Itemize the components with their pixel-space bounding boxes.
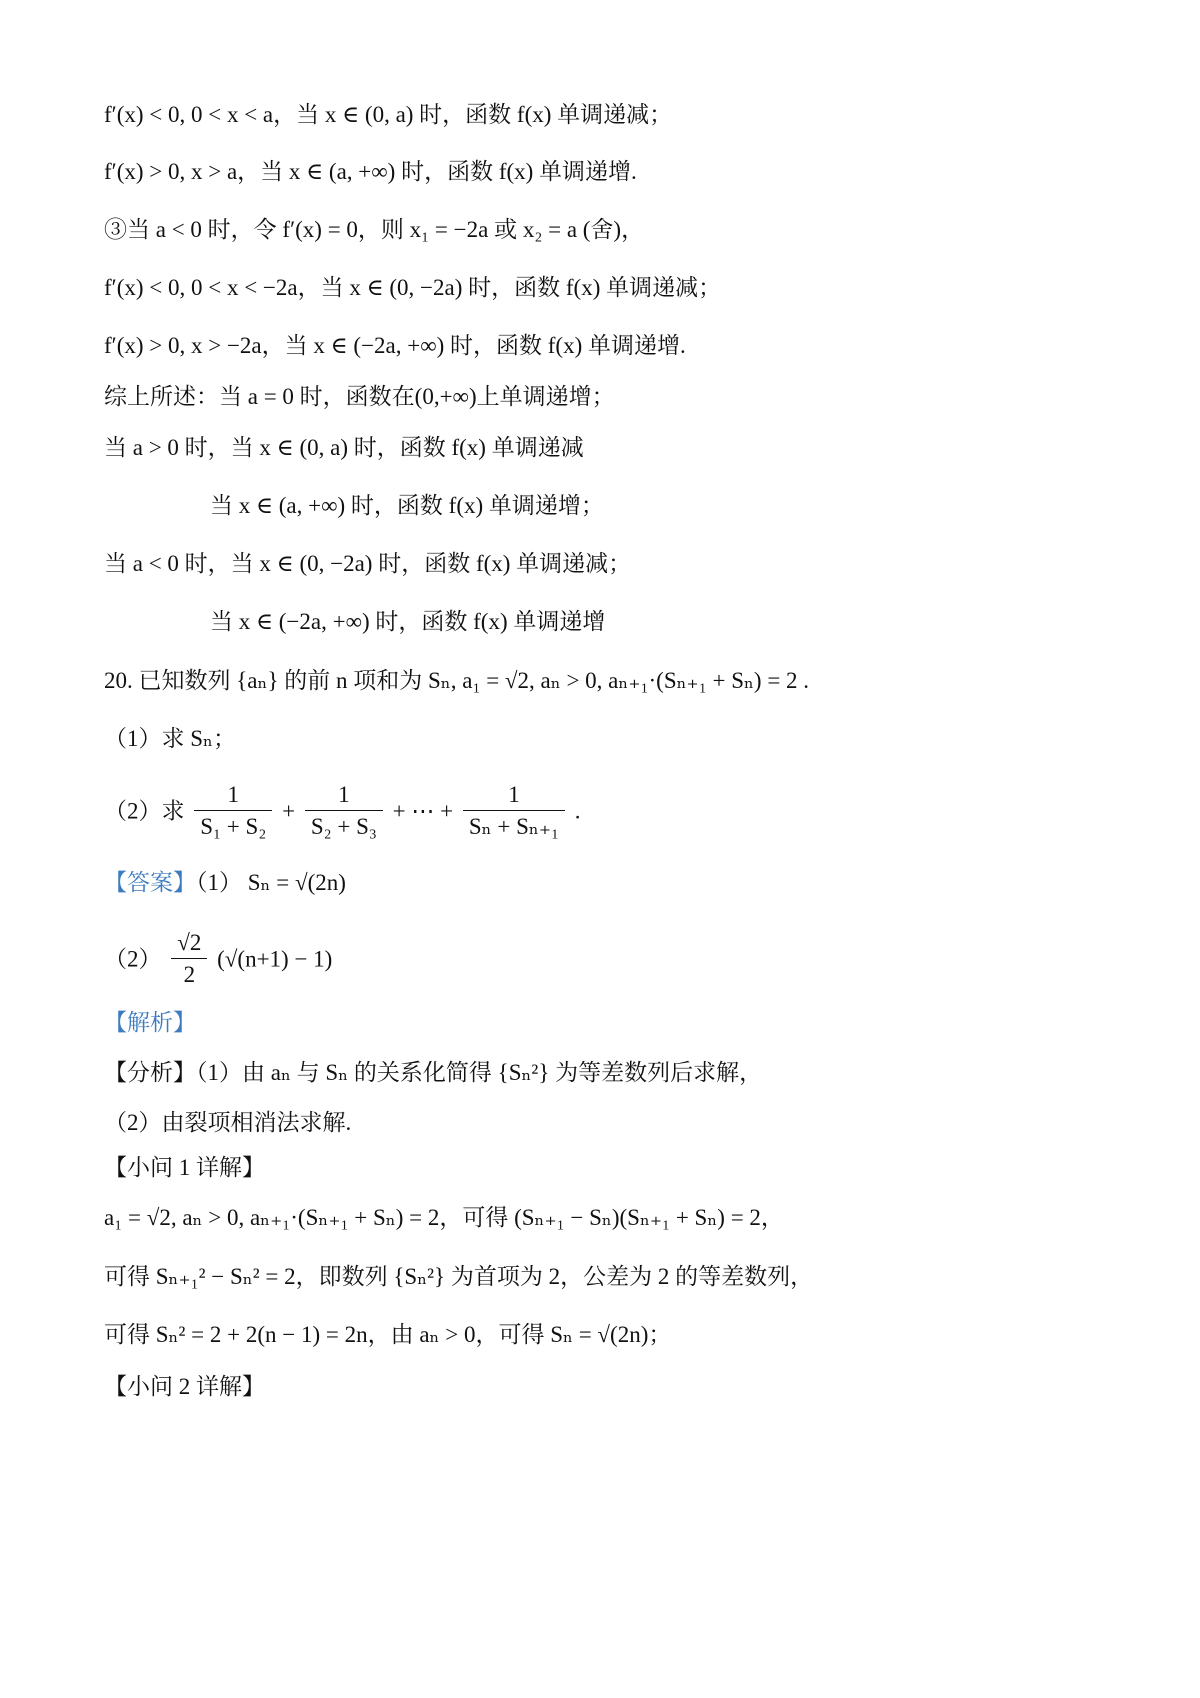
text-line: 当 a < 0 时，当 x ∈ (0, −2a) 时，函数 f(x) 单调递减； bbox=[104, 551, 632, 576]
answer-fraction bbox=[171, 928, 207, 991]
subquestion-2-heading: 【小问 2 详解】 bbox=[104, 1374, 265, 1399]
answer-part-2-tail: (√(n+1) − 1) bbox=[217, 946, 333, 972]
text-line: 当 x ∈ (−2a, +∞) 时，函数 f(x) 单调递增 bbox=[210, 609, 606, 634]
text-line: f′(x) > 0, x > a，当 x ∈ (a, +∞) 时，函数 f(x) 单调递增. bbox=[104, 159, 637, 184]
answer-line bbox=[104, 868, 346, 898]
problem-part-1: （1）求 Sₙ； bbox=[104, 726, 236, 751]
answer-part-2 bbox=[104, 928, 332, 991]
answer-tag: 【答案】 bbox=[104, 870, 196, 895]
text-line: 当 a > 0 时，当 x ∈ (0, a) 时，函数 f(x) 单调递减 bbox=[104, 435, 584, 460]
text-line: ③当 a < 0 时，令 f′(x) = 0，则 x₁ = −2a 或 x₂ = a (舍)， bbox=[104, 217, 645, 242]
ellipsis-plus: + ⋯ + bbox=[392, 798, 454, 824]
fraction-3-numerator: 1 bbox=[508, 782, 520, 807]
plus-sign: + bbox=[282, 798, 296, 824]
analysis-tag: 【解析】 bbox=[104, 1010, 196, 1035]
solution-line: a₁ = √2, aₙ > 0, aₙ₊₁·(Sₙ₊₁ + Sₙ) = 2，可得 (Sₙ₊₁ − Sₙ)(Sₙ₊₁ + Sₙ) = 2， bbox=[104, 1205, 784, 1230]
solution-line: 可得 Sₙ₊₁² − Sₙ² = 2，即数列 {Sₙ²} 为首项为 2，公差为 2 的等差数列， bbox=[104, 1264, 814, 1289]
fraction-1-numerator: 1 bbox=[227, 782, 240, 807]
period: . bbox=[574, 798, 581, 824]
part-2-prefix: （2）求 bbox=[104, 798, 185, 824]
analysis-line: 【分析】（1）由 aₙ 与 Sₙ 的关系化简得 {Sₙ²} 为等差数列后求解， bbox=[104, 1060, 763, 1085]
text-line: 当 x ∈ (a, +∞) 时，函数 f(x) 单调递增； bbox=[210, 493, 604, 518]
analysis-line: （2）由裂项相消法求解. bbox=[104, 1110, 352, 1135]
text-line: f′(x) > 0, x > −2a，当 x ∈ (−2a, +∞) 时，函数 f(x) 单调递增. bbox=[104, 333, 686, 358]
fraction-3 bbox=[463, 780, 565, 843]
problem-part-2 bbox=[104, 780, 581, 843]
fraction-2-numerator: 1 bbox=[338, 782, 350, 807]
text-line: f′(x) < 0, 0 < x < −2a，当 x ∈ (0, −2a) 时，函数 f(x) 单调递减； bbox=[104, 275, 722, 300]
solution-line: 可得 Sₙ² = 2 + 2(n − 1) = 2n，由 aₙ > 0，可得 Sₙ = √(2n)； bbox=[104, 1322, 672, 1347]
text-line: f′(x) < 0, 0 < x < a，当 x ∈ (0, a) 时，函数 f(x) 单调递减； bbox=[104, 102, 673, 127]
answer-fraction-denominator: 2 bbox=[171, 958, 207, 991]
answer-fraction-numerator: √2 bbox=[177, 930, 202, 955]
fraction-3-denominator: Sₙ + Sₙ₊₁ bbox=[463, 810, 565, 843]
fraction-2-denominator: S₂ + S₃ bbox=[305, 810, 383, 843]
problem-20-statement: 20. 已知数列 {aₙ} 的前 n 项和为 Sₙ, a₁ = √2, aₙ > 0, aₙ₊₁·(Sₙ₊₁ + Sₙ) = 2 . bbox=[104, 668, 810, 693]
answer-part-2-prefix: （2） bbox=[104, 946, 162, 972]
fraction-2 bbox=[305, 780, 383, 843]
fraction-1 bbox=[194, 780, 272, 843]
summary-line: 综上所述：当 a = 0 时，函数在(0,+∞)上单调递增； bbox=[104, 384, 615, 409]
subquestion-1-heading: 【小问 1 详解】 bbox=[104, 1155, 265, 1180]
answer-part-1: （1） Sₙ = √(2n) bbox=[196, 870, 346, 895]
fraction-1-denominator: S₁ + S₂ bbox=[194, 810, 272, 843]
